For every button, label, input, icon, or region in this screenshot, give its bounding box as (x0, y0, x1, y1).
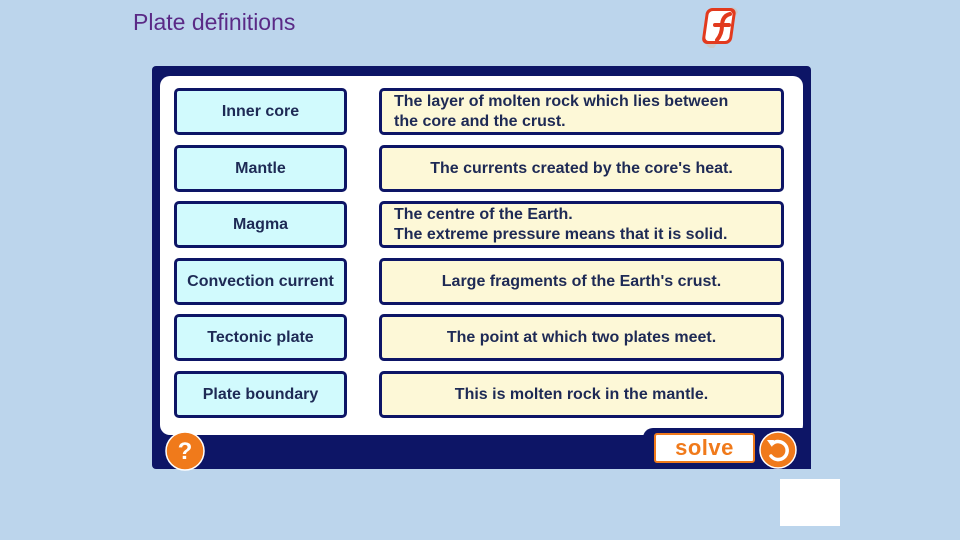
definition-text: The currents created by the core's heat. (430, 159, 733, 177)
blank-overlay-box (780, 479, 840, 526)
term-label: Convection current (187, 272, 334, 290)
term-mantle[interactable] (174, 145, 347, 192)
definition-text: Large fragments of the Earth's crust. (441, 272, 722, 290)
definition-card[interactable] (379, 201, 784, 248)
flash-logo-icon (700, 4, 740, 48)
definition-card[interactable] (379, 258, 784, 305)
solve-button[interactable] (654, 433, 755, 463)
term-inner-core[interactable] (174, 88, 347, 135)
undo-button[interactable] (758, 430, 798, 470)
question-icon: ? (177, 438, 193, 465)
definition-text: The centre of the Earth. The extreme pressure means that it is solid. (394, 205, 728, 243)
page-title: Plate definitions (133, 9, 296, 35)
term-label: Plate boundary (202, 385, 319, 403)
definition-card[interactable] (379, 88, 784, 135)
definition-card[interactable] (379, 145, 784, 192)
term-label: Tectonic plate (207, 328, 314, 346)
help-button[interactable] (164, 430, 206, 472)
term-label: Mantle (235, 159, 286, 177)
definition-text: The layer of molten rock which lies between the core and the crust. (394, 92, 729, 130)
term-convection-current[interactable] (174, 258, 347, 305)
definition-card[interactable] (379, 314, 784, 361)
term-magma[interactable] (174, 201, 347, 248)
definition-text: The point at which two plates meet. (446, 328, 717, 346)
term-label: Magma (232, 215, 289, 233)
term-label: Inner core (221, 102, 300, 120)
term-tectonic-plate[interactable] (174, 314, 347, 361)
definition-card[interactable] (379, 371, 784, 418)
term-plate-boundary[interactable] (174, 371, 347, 418)
solve-label: solve (675, 435, 734, 460)
definition-text: This is molten rock in the mantle. (454, 385, 709, 403)
